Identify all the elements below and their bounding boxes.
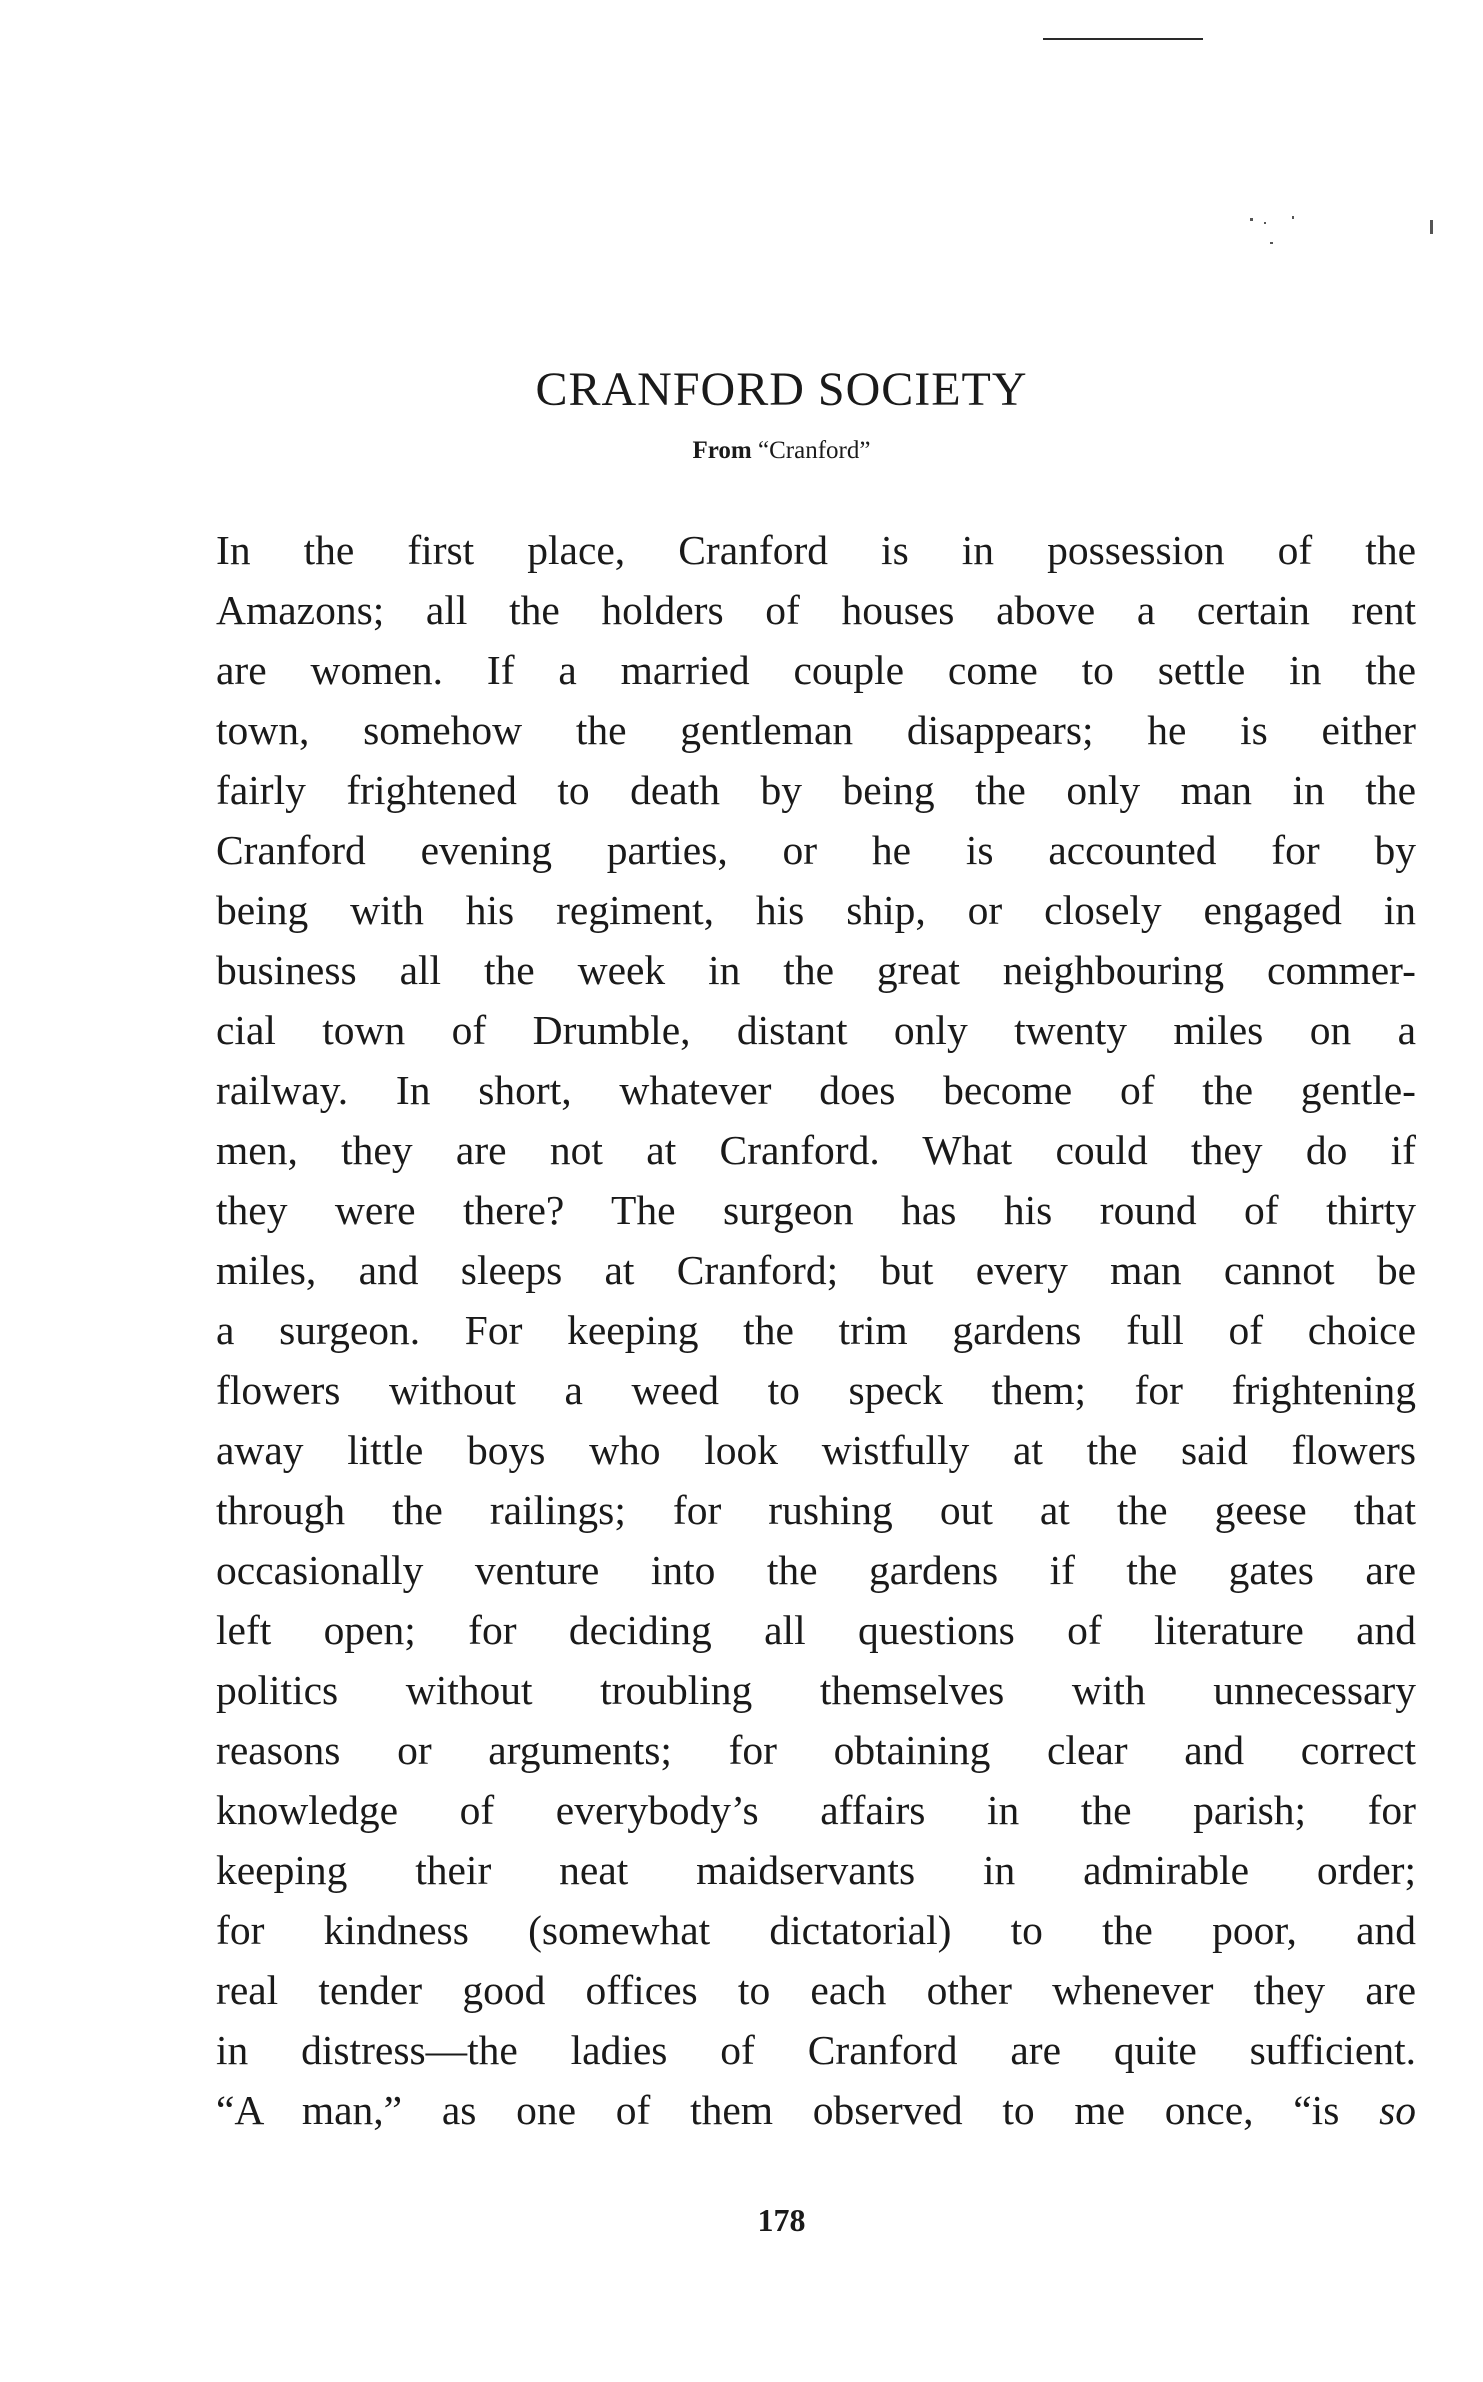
body-line: are women. If a married couple come to settle in the <box>216 647 1416 693</box>
page-title: CRANFORD SOCIETY <box>535 363 1028 416</box>
body-line: cial town of Drumble, distant only twenty miles on a <box>216 1007 1416 1053</box>
body-line-last-italic: so <box>1379 2087 1416 2133</box>
subtitle-source: “Cranford” <box>758 437 871 464</box>
body-line: politics without troubling themselves with unnecessary <box>216 1667 1416 1713</box>
page-number: 178 <box>757 2202 806 2238</box>
body-line: for kindness (somewhat dictatorial) to the poor, and <box>216 1907 1416 1953</box>
body-line: they were there? The surgeon has his round of thirty <box>216 1187 1416 1233</box>
body-line: in distress—the ladies of Cranford are quite sufficient. <box>216 2027 1416 2073</box>
body-line: Amazons; all the holders of houses above a certain rent <box>216 587 1416 633</box>
print-specks <box>1250 210 1450 250</box>
body-text <box>216 520 1416 2140</box>
body-line: left open; for deciding all questions of literature and <box>216 1607 1416 1653</box>
body-line: away little boys who look wistfully at the said flowers <box>216 1427 1416 1473</box>
body-line: knowledge of everybody’s affairs in the parish; for <box>216 1787 1416 1833</box>
body-line: a surgeon. For keeping the trim gardens full of choice <box>216 1307 1416 1353</box>
body-line: real tender good offices to each other whenever they are <box>216 1967 1416 2013</box>
body-line: railway. In short, whatever does become of the gentle- <box>216 1067 1416 1113</box>
body-line: occasionally venture into the gardens if the gates are <box>216 1547 1416 1593</box>
body-line: Cranford evening parties, or he is accounted for by <box>216 827 1416 873</box>
page-subtitle <box>0 436 1483 466</box>
body-line: flowers without a weed to speck them; for frightening <box>216 1367 1416 1413</box>
body-line: through the railings; for rushing out at the geese that <box>216 1487 1416 1533</box>
body-line: keeping their neat maidservants in admirable order; <box>216 1847 1416 1893</box>
body-line: men, they are not at Cranford. What could they do if <box>216 1127 1416 1173</box>
body-line: In the first place, Cranford is in possession of the <box>216 527 1416 573</box>
body-line: fairly frightened to death by being the only man in the <box>216 767 1416 813</box>
body-line: miles, and sleeps at Cranford; but every man cannot be <box>216 1247 1416 1293</box>
top-rule <box>1043 38 1203 40</box>
body-line-last <box>216 2080 1416 2140</box>
body-line: being with his regiment, his ship, or closely engaged in <box>216 887 1416 933</box>
body-line: reasons or arguments; for obtaining clear and correct <box>216 1727 1416 1773</box>
subtitle-from: From <box>692 437 752 464</box>
body-line: town, somehow the gentleman disappears; he is either <box>216 707 1416 753</box>
body-line: business all the week in the great neighbouring commer- <box>216 947 1416 993</box>
body-line-last-text: “A man,” as one of them observed to me once, “is <box>216 2087 1340 2133</box>
